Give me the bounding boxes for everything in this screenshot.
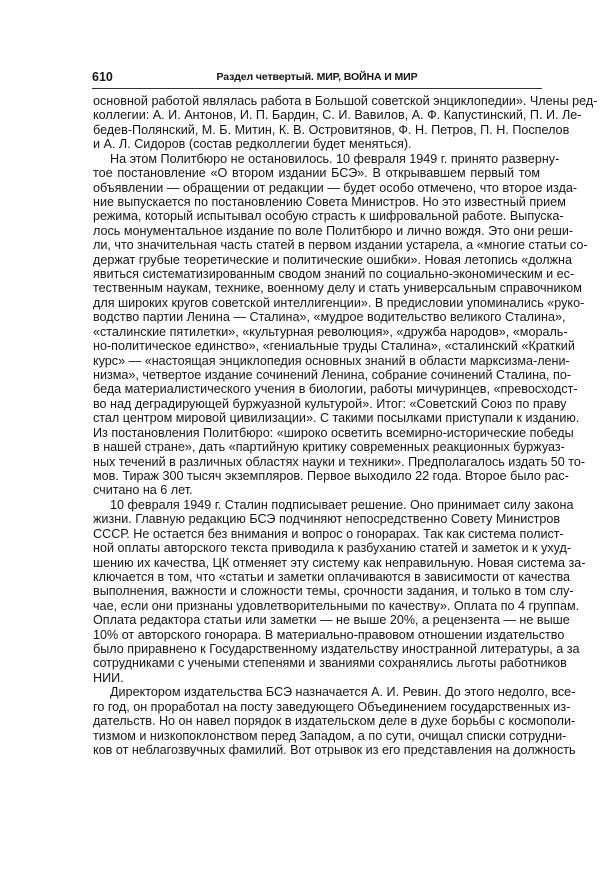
text-line: но-политическое единство», «гениальные труды Сталина», «сталинский «Краткий — [93, 339, 575, 354]
text-line: беда материалистического учения в биологии, работы мичуринцев, «превосходст- — [93, 382, 578, 397]
text-line: 10 февраля 1949 г. Сталин подписывает решение. Оно принимает силу закона — [110, 497, 574, 512]
paragraph — [93, 685, 576, 757]
page-number: 610 — [92, 70, 113, 84]
text-line: считано на 6 лет. — [93, 483, 193, 498]
text-line: На этом Политбюро не остановилось. 10 февраля 1949 г. принято разверну- — [110, 151, 560, 166]
text-line: бедев-Полянский, М. Б. Митин, К. В. Островитянов, Ф. Н. Петров, П. Н. Поспелов — [93, 122, 570, 137]
text-line: мов. Тираж 300 тысяч экземпляров. Первое выходило 22 года. Второе было рас- — [93, 468, 569, 483]
text-line: ние выпускается по постановлению Совета Министров. Но это известный прием — [93, 194, 566, 209]
running-title: Раздел четвертый. МИР, ВОЙНА И МИР — [216, 71, 418, 83]
text-line: «сталинские пятилетки», «культурная революция», «дружба народов», «мораль- — [93, 324, 568, 339]
header-rule — [92, 88, 542, 89]
text-line: коллегии: А. И. Антонов, И. П. Бардин, С. И. Вавилов, А. Ф. Капустинский, П. И. Ле- — [93, 108, 582, 123]
text-line: стал центром мировой цивилизации». С такими посылками приступали к изданию. — [93, 411, 580, 426]
text-line: основной работой являлась работа в Большой советской энциклопедии». Члены ред- — [93, 94, 598, 108]
text-line: ли, что значительная часть статей в первом издании устарела, а «многие статьи со- — [93, 238, 588, 253]
text-line: ной оплаты авторского текста приводила к разбуханию статей и заметок и к ухуд- — [93, 541, 572, 556]
text-line: курс» — «настоящая энциклопедия основных знаний в области марксизма-лени- — [93, 353, 570, 368]
text-line: водство партии Ленина — Сталина», «мудрое водительство великого Сталина», — [93, 310, 566, 325]
text-line: объявлении — обращении от редакции — будет особо отмечено, что второе изда- — [93, 180, 578, 195]
text-line: во над деградирующей буржуазной культурой». Итог: «Советский Союз по праву — [93, 396, 567, 411]
text-line: явиться систематизированным сводом знаний по социально-экономическим и ес- — [93, 267, 575, 282]
text-line: тизмом и низкопоклонством перед Западом, а по сути, очищал списки сотрудни- — [93, 728, 567, 743]
text-line: для широких кругов советской интеллигенции». В предисловии упоминались «руко- — [93, 295, 585, 310]
running-header — [92, 70, 542, 86]
text-line: низма», четвертое издание сочинений Ленина, собрание сочинений Сталина, по- — [93, 368, 572, 383]
text-line: тественным наукам, технике, военному делу и стать универсальным справочником — [93, 281, 582, 296]
text-line: 10% от авторского гонорара. В материально-правовом отношении издательство — [93, 627, 565, 642]
text-line: и А. Л. Сидоров (состав редколлегии будет меняться). — [93, 137, 412, 152]
text-line: НИИ. — [93, 670, 124, 685]
text-line: ных течений в различных областях науки и техники». Предполагалось издать 50 то- — [93, 454, 586, 469]
text-line: го год, он проработал на посту заведующего Объединением государственных из- — [93, 699, 571, 714]
text-line: дательств. Но он навел порядок в издательском деле в духе борьбы с космополи- — [93, 714, 576, 729]
text-line: в нашей стране», дать «партийную критику современных реакционных буржуаз- — [93, 440, 565, 455]
text-line: выполнения, важности и сложности темы, срочности задания, и только в том слу- — [93, 584, 574, 599]
text-line: лось монументальное издание по воле Политбюро и лично вождя. Это они реши- — [93, 223, 574, 238]
text-line: ключается в том, что «статьи и заметки оплачиваются в зависимости от качества — [93, 569, 571, 584]
paragraph — [93, 497, 586, 685]
body-text — [93, 94, 598, 757]
text-line: Из постановления Политбюро: «широко осветить всемирно-исторические победы — [93, 425, 574, 440]
text-line: Оплата редактора статьи или заметки — не выше 20%, а рецензента — не выше — [93, 613, 570, 628]
text-line: чае, если они признаны удовлетворительными по качеству». Оплата по 4 группам. — [93, 598, 580, 613]
text-line: Директором издательства БСЭ назначается А. И. Ревин. До этого недолго, все- — [110, 685, 576, 700]
paragraph — [93, 94, 598, 152]
text-line: было приравнено к Государственному издательству иностранной литературы, а за — [93, 642, 580, 657]
text-line: режима, который испытывал особую страсть к шифровальной работе. Выпуска- — [93, 209, 564, 224]
text-line: жизни. Главную редакцию БСЭ подчиняют непосредственно Совету Министров — [93, 512, 561, 527]
text-line: ков от неблагозвучных фамилий. Вот отрывок из его представления на должность — [93, 742, 576, 757]
text-line: сотрудниками с учеными степенями и званиями сохранялись льготы работников — [93, 656, 567, 671]
text-line: тое постановление «О втором издании БСЭ». В открывавшем первый том — [93, 166, 540, 181]
text-line: СССР. Не остается без внимания и вопрос о гонорарах. Так как система полист- — [93, 526, 564, 541]
text-line: держат грубые теоретические и политические ошибки». Новая летопись «должна — [93, 252, 573, 267]
text-line: шению их качества, ЦК отменяет эту систему как неправильную. Новая система за- — [93, 555, 586, 570]
paragraph — [93, 151, 588, 498]
